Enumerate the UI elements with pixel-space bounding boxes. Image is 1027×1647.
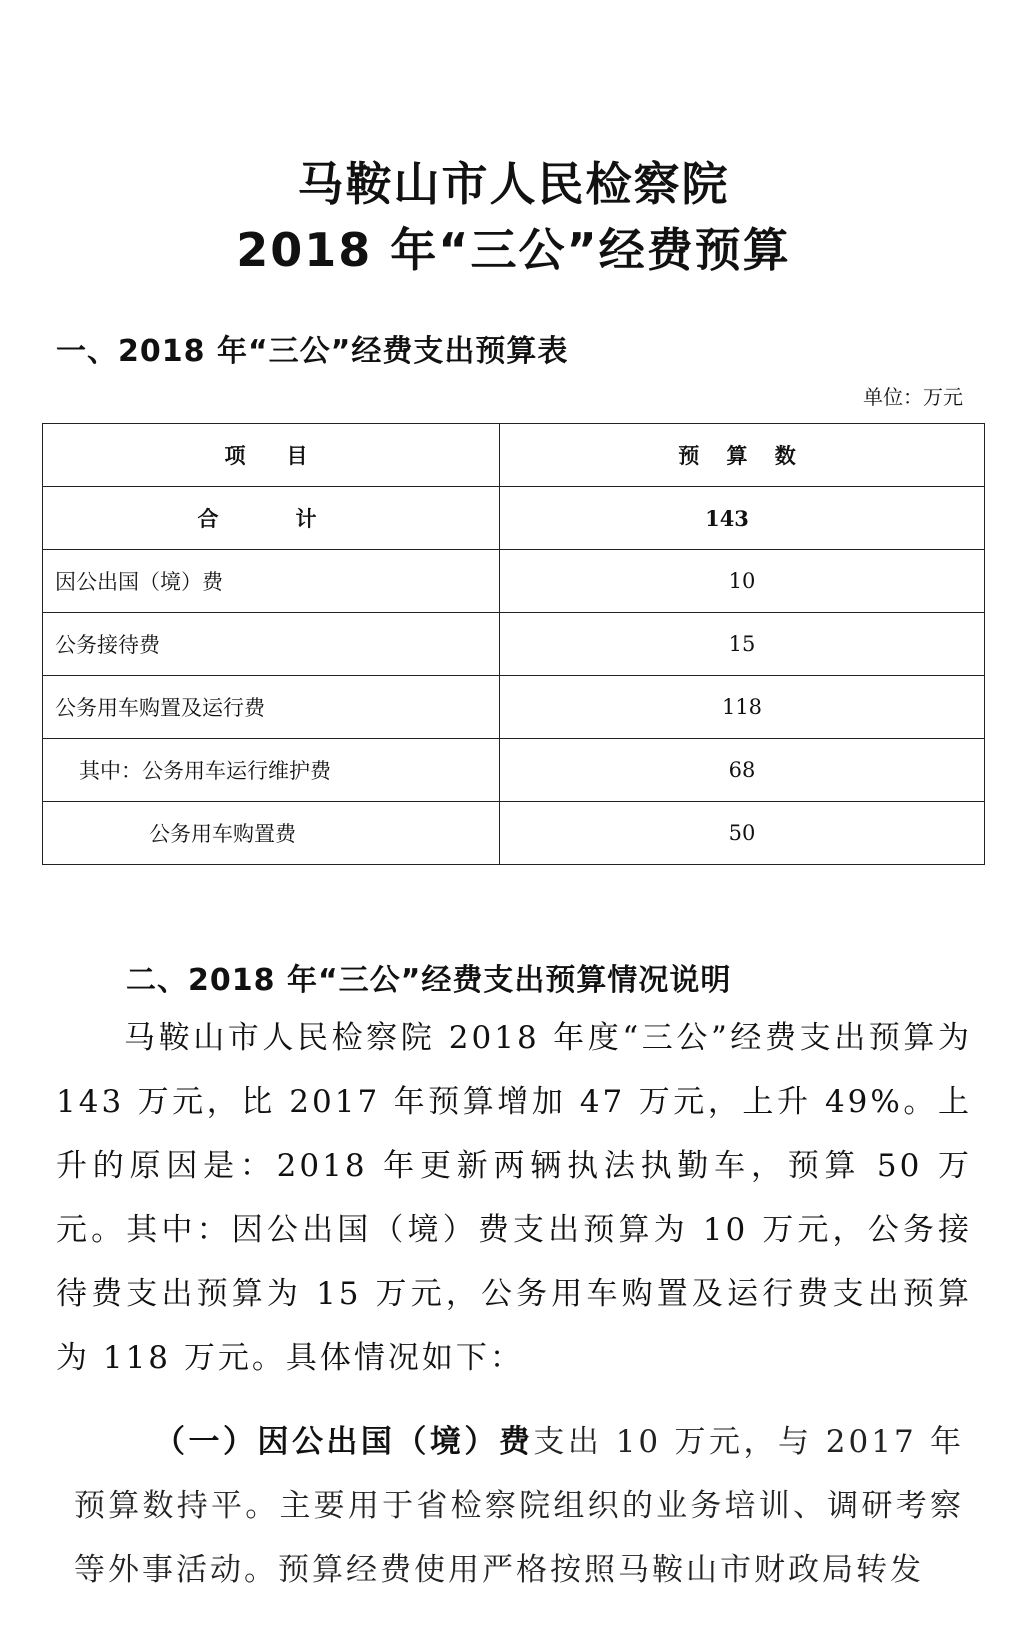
table-total-row: [43, 487, 985, 550]
row-item: 公务用车购置及运行费: [43, 676, 500, 739]
table-header-row: [43, 424, 985, 487]
document-title-line1: 马鞍山市人民检察院: [297, 157, 730, 211]
section1-heading: 一、2018 年“三公”经费支出预算表: [56, 334, 569, 369]
total-value: 143: [500, 487, 985, 550]
subsection-heading: （一）因公出国（境）费: [154, 1424, 534, 1460]
row-item: 公务接待费: [43, 613, 500, 676]
table-row: [43, 550, 985, 613]
document-title-line2: 2018 年“三公”经费预算: [236, 223, 791, 277]
section2-heading: 二、2018 年“三公”经费支出预算情况说明: [126, 963, 732, 998]
row-value: 15: [500, 613, 985, 676]
total-label: 合 计: [43, 487, 500, 550]
subsection-text: 支出 10 万元，与 2017 年预算数持平。主要用于省检察院组织的业务培训、调研考察等外事活动。预算经费使用严格按照马鞍山市财政局转发: [74, 1424, 965, 1588]
row-item: 公务用车购置费: [43, 802, 500, 865]
header-budget: 预 算 数: [500, 424, 985, 487]
subsection-paragraph: [74, 1410, 964, 1602]
table-row: [43, 739, 985, 802]
row-value: 50: [500, 802, 985, 865]
explanation-paragraph: 马鞍山市人民检察院 2018 年度“三公”经费支出预算为 143 万元，比 2017 年预算增加 47 万元，上升 49%。上升的原因是：2018 年更新两辆执法执勤车，预算 50 万元。其中：因公出国（境）费支出预算为 10 万元，公务接待费支出预算为 15 万元，公务用车购置及运行费支出预算为 118 万元。具体情况如下：: [56, 1020, 972, 1376]
row-value: 118: [500, 676, 985, 739]
table-row: [43, 802, 985, 865]
unit-label: 单位：万元: [863, 385, 963, 409]
row-item: 因公出国（境）费: [43, 550, 500, 613]
budget-table: [42, 423, 985, 865]
row-item: 其中：公务用车运行维护费: [43, 739, 500, 802]
header-item: 项 目: [43, 424, 500, 487]
row-value: 68: [500, 739, 985, 802]
table-row: [43, 613, 985, 676]
table-row: [43, 676, 985, 739]
row-value: 10: [500, 550, 985, 613]
